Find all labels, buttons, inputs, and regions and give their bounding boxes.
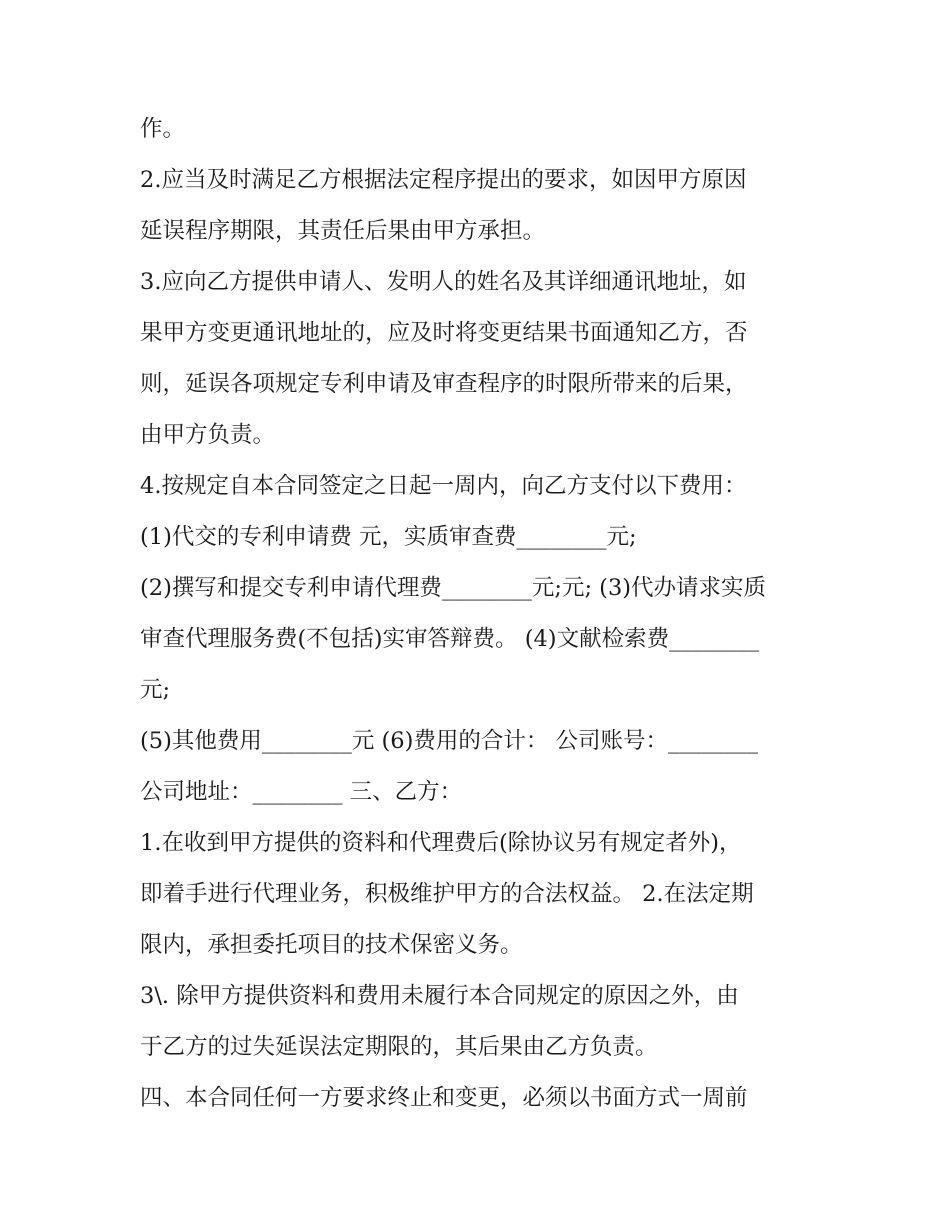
text-line: 四、本合同任何一方要求终止和变更，必须以书面方式一周前 [140, 1085, 748, 1111]
document-body [140, 104, 820, 1124]
text-line: 2.应当及时满足乙方根据法定程序提出的要求，如因甲方原因 [140, 167, 747, 193]
text-line: 作。 [140, 116, 186, 142]
text-line: (1)代交的专利申请费 元，实质审查费________元; [140, 524, 637, 550]
text-line: 元; [140, 677, 171, 703]
text-line: 即着手进行代理业务，积极维护甲方的合法权益。 2.在法定期 [140, 881, 754, 907]
text-line: (2)撰写和提交专利申请代理费________元;元; (3)代办请求实质 [140, 575, 767, 601]
text-line: 3\. 除甲方提供资料和费用未履行本合同规定的原因之外，由 [140, 983, 739, 1009]
text-line: 果甲方变更通讯地址的，应及时将变更结果书面通知乙方，否 [140, 320, 748, 346]
text-line: 于乙方的过失延误法定期限的，其后果由乙方负责。 [140, 1034, 658, 1060]
text-line: 1.在收到甲方提供的资料和代理费后(除协议另有规定者外)， [140, 830, 742, 856]
text-line: 限内，承担委托项目的技术保密义务。 [140, 932, 523, 958]
text-line: 则，延误各项规定专利申请及审查程序的时限所带来的后果， [140, 371, 748, 397]
text-line: 延误程序期限，其责任后果由甲方承担。 [140, 218, 546, 244]
text-line: 公司地址：________ 三、乙方： [140, 779, 463, 805]
text-line: 审查代理服务费(不包括)实审答辩费。 (4)文献检索费________ [140, 626, 760, 652]
text-line: 4.按规定自本合同签定之日起一周内，向乙方支付以下费用： [140, 473, 747, 499]
text-line: 由甲方负责。 [140, 422, 276, 448]
text-line: (5)其他费用________元 (6)费用的合计： 公司账号：________ [140, 728, 759, 754]
text-line: 3.应向乙方提供申请人、发明人的姓名及其详细通讯地址，如 [140, 269, 747, 295]
